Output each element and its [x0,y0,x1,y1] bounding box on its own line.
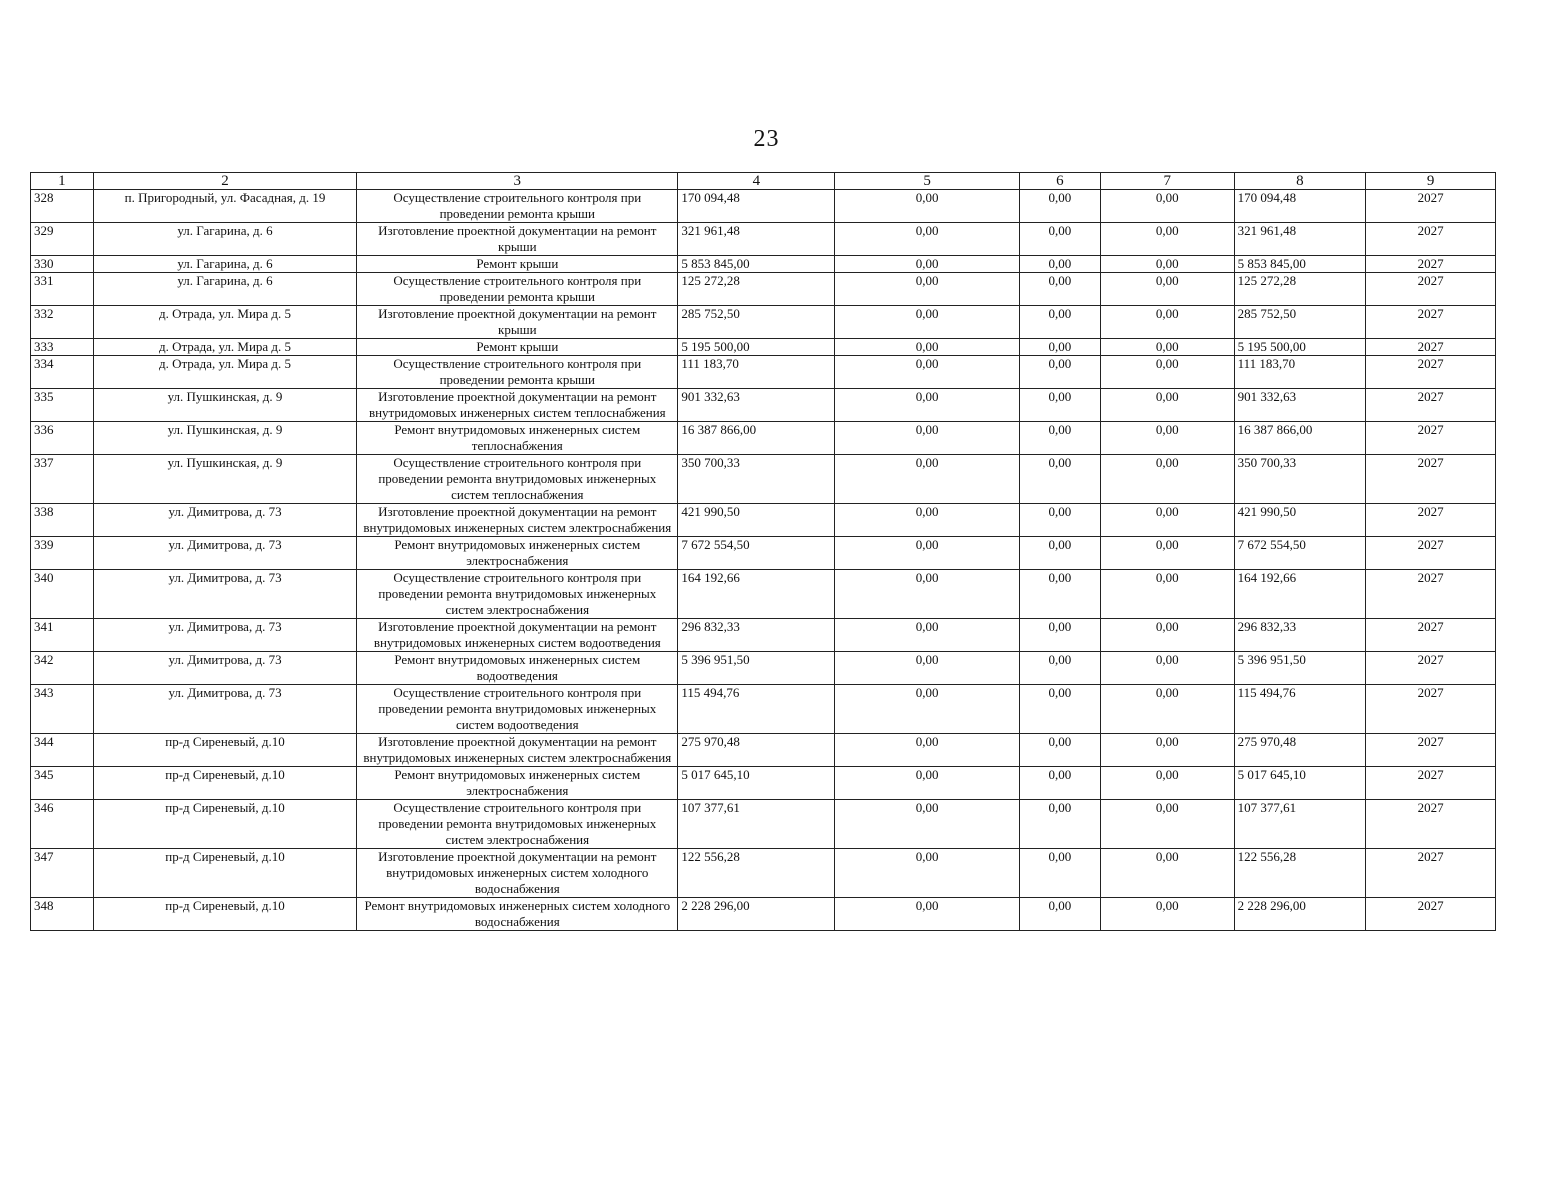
row-number-cell: 343 [31,685,94,734]
column-header: 1 [31,173,94,190]
amount-cell: 0,00 [835,389,1019,422]
table-row [31,256,1496,273]
owner-funds-cell: 5 195 500,00 [1234,339,1366,356]
address-cell: ул. Гагарина, д. 6 [93,256,356,273]
work-type-cell: Осуществление строительного контроля при проведении ремонта внутридомовых инженерных систем электроснабжения [357,570,678,619]
amount-cell: 0,00 [1100,223,1234,256]
owner-funds-cell: 7 672 554,50 [1234,537,1366,570]
amount-cell: 0,00 [1100,652,1234,685]
total-cost-cell: 321 961,48 [678,223,835,256]
owner-funds-cell: 350 700,33 [1234,455,1366,504]
amount-cell: 0,00 [1100,389,1234,422]
address-cell: п. Пригородный, ул. Фасадная, д. 19 [93,190,356,223]
row-number-cell: 331 [31,273,94,306]
table-row [31,685,1496,734]
table-row [31,306,1496,339]
address-cell: пр-д Сиреневый, д.10 [93,734,356,767]
address-cell: пр-д Сиреневый, д.10 [93,849,356,898]
amount-cell: 0,00 [835,800,1019,849]
amount-cell: 0,00 [1019,356,1100,389]
column-header: 2 [93,173,356,190]
total-cost-cell: 2 228 296,00 [678,898,835,931]
total-cost-cell: 901 332,63 [678,389,835,422]
address-cell: ул. Пушкинская, д. 9 [93,455,356,504]
amount-cell: 0,00 [1100,685,1234,734]
address-cell: ул. Димитрова, д. 73 [93,619,356,652]
work-type-cell: Изготовление проектной документации на ремонт внутридомовых инженерных систем холодного водоснабжения [357,849,678,898]
amount-cell: 0,00 [1100,537,1234,570]
row-number-cell: 340 [31,570,94,619]
total-cost-cell: 7 672 554,50 [678,537,835,570]
year-cell: 2027 [1366,306,1496,339]
work-type-cell: Изготовление проектной документации на ремонт внутридомовых инженерных систем водоотведения [357,619,678,652]
total-cost-cell: 285 752,50 [678,306,835,339]
owner-funds-cell: 122 556,28 [1234,849,1366,898]
owner-funds-cell: 164 192,66 [1234,570,1366,619]
amount-cell: 0,00 [835,356,1019,389]
total-cost-cell: 5 017 645,10 [678,767,835,800]
owner-funds-cell: 111 183,70 [1234,356,1366,389]
total-cost-cell: 296 832,33 [678,619,835,652]
row-number-cell: 344 [31,734,94,767]
amount-cell: 0,00 [1019,652,1100,685]
table-row [31,223,1496,256]
amount-cell: 0,00 [1100,734,1234,767]
amount-cell: 0,00 [1100,767,1234,800]
amount-cell: 0,00 [1019,898,1100,931]
amount-cell: 0,00 [835,652,1019,685]
row-number-cell: 347 [31,849,94,898]
total-cost-cell: 16 387 866,00 [678,422,835,455]
total-cost-cell: 275 970,48 [678,734,835,767]
amount-cell: 0,00 [835,734,1019,767]
address-cell: д. Отрада, ул. Мира д. 5 [93,356,356,389]
total-cost-cell: 5 195 500,00 [678,339,835,356]
year-cell: 2027 [1366,685,1496,734]
amount-cell: 0,00 [835,685,1019,734]
work-type-cell: Осуществление строительного контроля при проведении ремонта внутридомовых инженерных систем теплоснабжения [357,455,678,504]
amount-cell: 0,00 [1019,256,1100,273]
year-cell: 2027 [1366,652,1496,685]
amount-cell: 0,00 [1019,190,1100,223]
amount-cell: 0,00 [1019,619,1100,652]
column-header: 6 [1019,173,1100,190]
total-cost-cell: 115 494,76 [678,685,835,734]
amount-cell: 0,00 [1100,570,1234,619]
row-number-cell: 338 [31,504,94,537]
row-number-cell: 332 [31,306,94,339]
total-cost-cell: 125 272,28 [678,273,835,306]
amount-cell: 0,00 [1100,190,1234,223]
work-type-cell: Изготовление проектной документации на ремонт внутридомовых инженерных систем электроснабжения [357,734,678,767]
table-row [31,356,1496,389]
amount-cell: 0,00 [1100,619,1234,652]
year-cell: 2027 [1366,767,1496,800]
amount-cell: 0,00 [835,767,1019,800]
total-cost-cell: 5 396 951,50 [678,652,835,685]
address-cell: ул. Димитрова, д. 73 [93,685,356,734]
year-cell: 2027 [1366,734,1496,767]
year-cell: 2027 [1366,849,1496,898]
amount-cell: 0,00 [1019,422,1100,455]
amount-cell: 0,00 [1100,356,1234,389]
table-row [31,849,1496,898]
amount-cell: 0,00 [835,273,1019,306]
table-row [31,800,1496,849]
owner-funds-cell: 5 396 951,50 [1234,652,1366,685]
work-type-cell: Осуществление строительного контроля при проведении ремонта внутридомовых инженерных систем электроснабжения [357,800,678,849]
column-header: 9 [1366,173,1496,190]
work-type-cell: Ремонт внутридомовых инженерных систем электроснабжения [357,767,678,800]
amount-cell: 0,00 [1019,570,1100,619]
address-cell: ул. Пушкинская, д. 9 [93,389,356,422]
work-type-cell: Ремонт внутридомовых инженерных систем водоотведения [357,652,678,685]
column-number-row [31,173,1496,190]
year-cell: 2027 [1366,570,1496,619]
amount-cell: 0,00 [1100,422,1234,455]
amount-cell: 0,00 [1100,273,1234,306]
table-row [31,339,1496,356]
amount-cell: 0,00 [835,339,1019,356]
column-header: 7 [1100,173,1234,190]
owner-funds-cell: 170 094,48 [1234,190,1366,223]
address-cell: ул. Димитрова, д. 73 [93,652,356,685]
page-number: 23 [753,126,780,152]
owner-funds-cell: 5 017 645,10 [1234,767,1366,800]
column-header: 4 [678,173,835,190]
year-cell: 2027 [1366,504,1496,537]
owner-funds-cell: 285 752,50 [1234,306,1366,339]
owner-funds-cell: 275 970,48 [1234,734,1366,767]
column-header: 5 [835,173,1019,190]
row-number-cell: 329 [31,223,94,256]
year-cell: 2027 [1366,256,1496,273]
row-number-cell: 328 [31,190,94,223]
amount-cell: 0,00 [1019,339,1100,356]
table-row [31,389,1496,422]
amount-cell: 0,00 [835,422,1019,455]
owner-funds-cell: 125 272,28 [1234,273,1366,306]
column-header: 8 [1234,173,1366,190]
work-type-cell: Осуществление строительного контроля при проведении ремонта крыши [357,356,678,389]
row-number-cell: 346 [31,800,94,849]
row-number-cell: 339 [31,537,94,570]
year-cell: 2027 [1366,537,1496,570]
table-row [31,767,1496,800]
table-row [31,422,1496,455]
amount-cell: 0,00 [1019,767,1100,800]
address-cell: д. Отрада, ул. Мира д. 5 [93,339,356,356]
table-row [31,537,1496,570]
year-cell: 2027 [1366,800,1496,849]
table-row [31,504,1496,537]
amount-cell: 0,00 [835,256,1019,273]
row-number-cell: 333 [31,339,94,356]
owner-funds-cell: 296 832,33 [1234,619,1366,652]
address-cell: пр-д Сиреневый, д.10 [93,800,356,849]
table-row [31,273,1496,306]
work-type-cell: Ремонт внутридомовых инженерных систем холодного водоснабжения [357,898,678,931]
work-type-cell: Изготовление проектной документации на ремонт внутридомовых инженерных систем электроснабжения [357,504,678,537]
amount-cell: 0,00 [1100,898,1234,931]
total-cost-cell: 421 990,50 [678,504,835,537]
amount-cell: 0,00 [1100,455,1234,504]
amount-cell: 0,00 [1019,223,1100,256]
work-type-cell: Изготовление проектной документации на ремонт крыши [357,306,678,339]
amount-cell: 0,00 [1100,339,1234,356]
amount-cell: 0,00 [1019,504,1100,537]
address-cell: ул. Димитрова, д. 73 [93,504,356,537]
work-type-cell: Ремонт крыши [357,256,678,273]
year-cell: 2027 [1366,619,1496,652]
amount-cell: 0,00 [835,570,1019,619]
table-row [31,455,1496,504]
total-cost-cell: 111 183,70 [678,356,835,389]
amount-cell: 0,00 [835,619,1019,652]
year-cell: 2027 [1366,223,1496,256]
row-number-cell: 342 [31,652,94,685]
amount-cell: 0,00 [1019,685,1100,734]
address-cell: ул. Димитрова, д. 73 [93,537,356,570]
table-row [31,652,1496,685]
address-cell: пр-д Сиреневый, д.10 [93,898,356,931]
amount-cell: 0,00 [1100,504,1234,537]
row-number-cell: 330 [31,256,94,273]
work-type-cell: Осуществление строительного контроля при проведении ремонта внутридомовых инженерных систем водоотведения [357,685,678,734]
amount-cell: 0,00 [835,898,1019,931]
owner-funds-cell: 421 990,50 [1234,504,1366,537]
amount-cell: 0,00 [1019,849,1100,898]
total-cost-cell: 122 556,28 [678,849,835,898]
address-cell: д. Отрада, ул. Мира д. 5 [93,306,356,339]
year-cell: 2027 [1366,190,1496,223]
work-type-cell: Изготовление проектной документации на ремонт крыши [357,223,678,256]
row-number-cell: 348 [31,898,94,931]
amount-cell: 0,00 [835,306,1019,339]
amount-cell: 0,00 [1019,800,1100,849]
owner-funds-cell: 901 332,63 [1234,389,1366,422]
work-type-cell: Ремонт крыши [357,339,678,356]
amount-cell: 0,00 [1019,306,1100,339]
address-cell: ул. Гагарина, д. 6 [93,273,356,306]
row-number-cell: 335 [31,389,94,422]
table-row [31,619,1496,652]
year-cell: 2027 [1366,356,1496,389]
amount-cell: 0,00 [1019,734,1100,767]
year-cell: 2027 [1366,422,1496,455]
amount-cell: 0,00 [1100,800,1234,849]
total-cost-cell: 164 192,66 [678,570,835,619]
total-cost-cell: 350 700,33 [678,455,835,504]
amount-cell: 0,00 [835,223,1019,256]
amount-cell: 0,00 [835,190,1019,223]
total-cost-cell: 107 377,61 [678,800,835,849]
year-cell: 2027 [1366,339,1496,356]
amount-cell: 0,00 [835,849,1019,898]
year-cell: 2027 [1366,455,1496,504]
column-header: 3 [357,173,678,190]
total-cost-cell: 5 853 845,00 [678,256,835,273]
row-number-cell: 334 [31,356,94,389]
address-cell: пр-д Сиреневый, д.10 [93,767,356,800]
row-number-cell: 341 [31,619,94,652]
total-cost-cell: 170 094,48 [678,190,835,223]
owner-funds-cell: 2 228 296,00 [1234,898,1366,931]
amount-cell: 0,00 [1019,273,1100,306]
address-cell: ул. Димитрова, д. 73 [93,570,356,619]
owner-funds-cell: 107 377,61 [1234,800,1366,849]
amount-cell: 0,00 [1100,256,1234,273]
work-type-cell: Осуществление строительного контроля при проведении ремонта крыши [357,190,678,223]
year-cell: 2027 [1366,389,1496,422]
row-number-cell: 337 [31,455,94,504]
table-row [31,570,1496,619]
owner-funds-cell: 115 494,76 [1234,685,1366,734]
row-number-cell: 336 [31,422,94,455]
owner-funds-cell: 5 853 845,00 [1234,256,1366,273]
year-cell: 2027 [1366,273,1496,306]
address-cell: ул. Гагарина, д. 6 [93,223,356,256]
table-row [31,734,1496,767]
work-type-cell: Осуществление строительного контроля при проведении ремонта крыши [357,273,678,306]
amount-cell: 0,00 [1100,306,1234,339]
amount-cell: 0,00 [835,455,1019,504]
repair-schedule-table [30,172,1496,931]
work-type-cell: Ремонт внутридомовых инженерных систем теплоснабжения [357,422,678,455]
amount-cell: 0,00 [1100,849,1234,898]
work-type-cell: Ремонт внутридомовых инженерных систем электроснабжения [357,537,678,570]
table-row [31,898,1496,931]
year-cell: 2027 [1366,898,1496,931]
owner-funds-cell: 321 961,48 [1234,223,1366,256]
address-cell: ул. Пушкинская, д. 9 [93,422,356,455]
table-body [31,190,1496,931]
table-row [31,190,1496,223]
amount-cell: 0,00 [835,537,1019,570]
amount-cell: 0,00 [835,504,1019,537]
amount-cell: 0,00 [1019,455,1100,504]
owner-funds-cell: 16 387 866,00 [1234,422,1366,455]
amount-cell: 0,00 [1019,389,1100,422]
amount-cell: 0,00 [1019,537,1100,570]
work-type-cell: Изготовление проектной документации на ремонт внутридомовых инженерных систем теплоснабжения [357,389,678,422]
row-number-cell: 345 [31,767,94,800]
